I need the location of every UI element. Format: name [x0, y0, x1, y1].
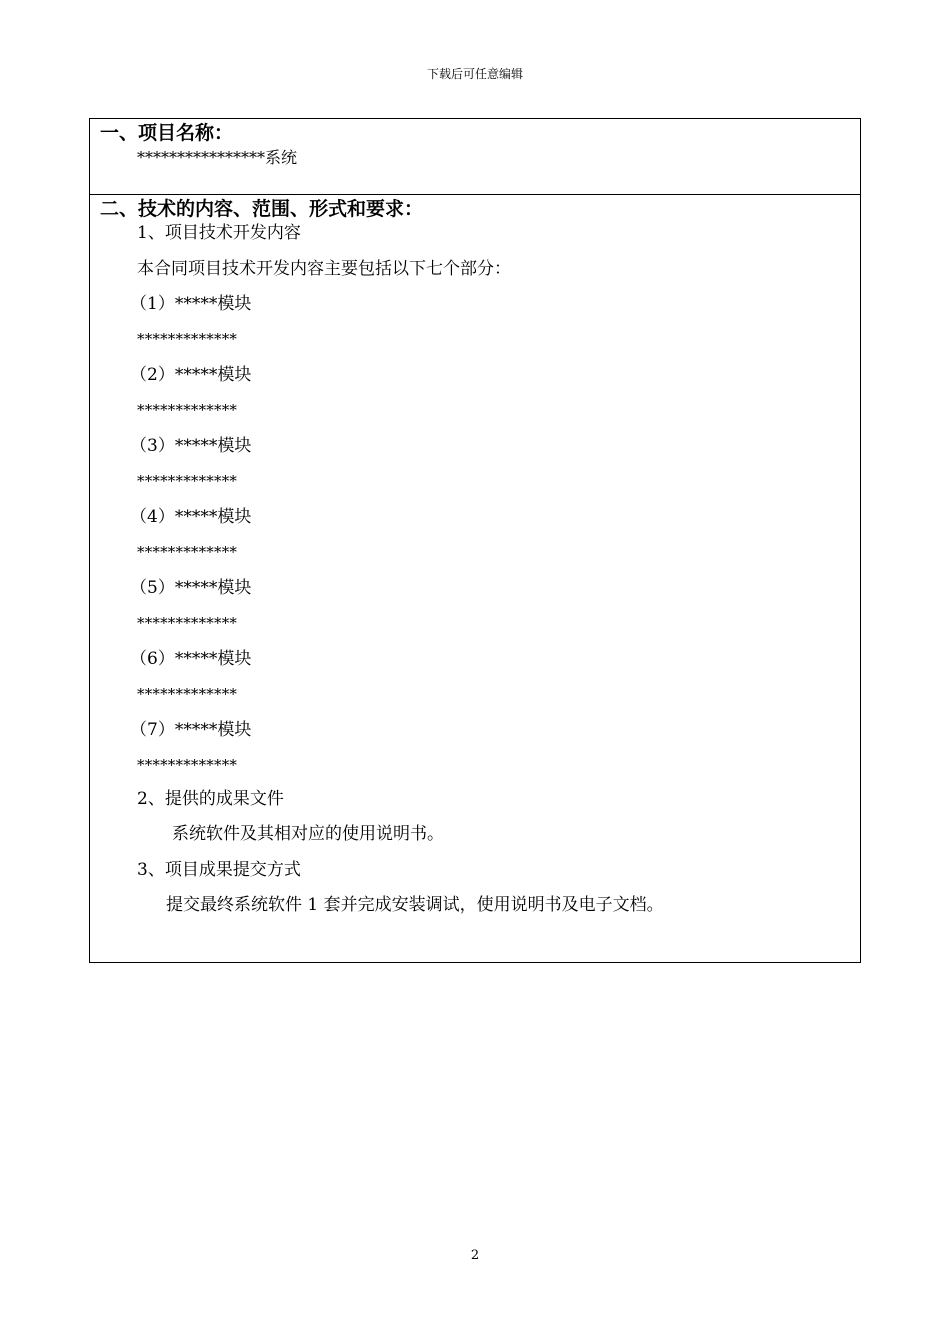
page-header: 下载后可任意编辑 [426, 67, 523, 81]
project-name-value: ****************系统 [137, 148, 298, 167]
module-description: ************* [137, 543, 238, 561]
sub-item-3-text: 提交最终系统软件 1 套并完成安装调试，使用说明书及电子文档。 [166, 895, 664, 915]
project-name-heading: 一、项目名称： [100, 122, 234, 144]
module-description: ************* [137, 756, 238, 774]
module-description: ************* [137, 330, 238, 348]
module-description: ************* [137, 401, 238, 419]
sub-item-2-text: 系统软件及其相对应的使用说明书。 [172, 824, 444, 844]
sub-item-1-title: 1、项目技术开发内容 [137, 223, 301, 243]
module-title: （1）*****模块 [130, 294, 252, 314]
module-title: （4）*****模块 [130, 507, 252, 527]
module-title: （2）*****模块 [130, 365, 252, 385]
module-title: （3）*****模块 [130, 436, 252, 456]
module-title: （6）*****模块 [130, 649, 252, 669]
module-description: ************* [137, 685, 238, 703]
module-description: ************* [137, 614, 238, 632]
sub-item-3-title: 3、项目成果提交方式 [137, 860, 301, 880]
module-title: （7）*****模块 [130, 720, 252, 740]
module-title: （5）*****模块 [130, 578, 252, 598]
intro-text: 本合同项目技术开发内容主要包括以下七个部分： [137, 259, 511, 279]
technical-content-heading: 二、技术的内容、范围、形式和要求： [100, 198, 424, 220]
contract-form-table [89, 118, 861, 963]
technical-content-section [90, 195, 860, 962]
project-name-section [90, 119, 860, 195]
page-number: 2 [470, 1248, 480, 1263]
module-description: ************* [137, 472, 238, 490]
sub-item-2-title: 2、提供的成果文件 [137, 789, 284, 809]
